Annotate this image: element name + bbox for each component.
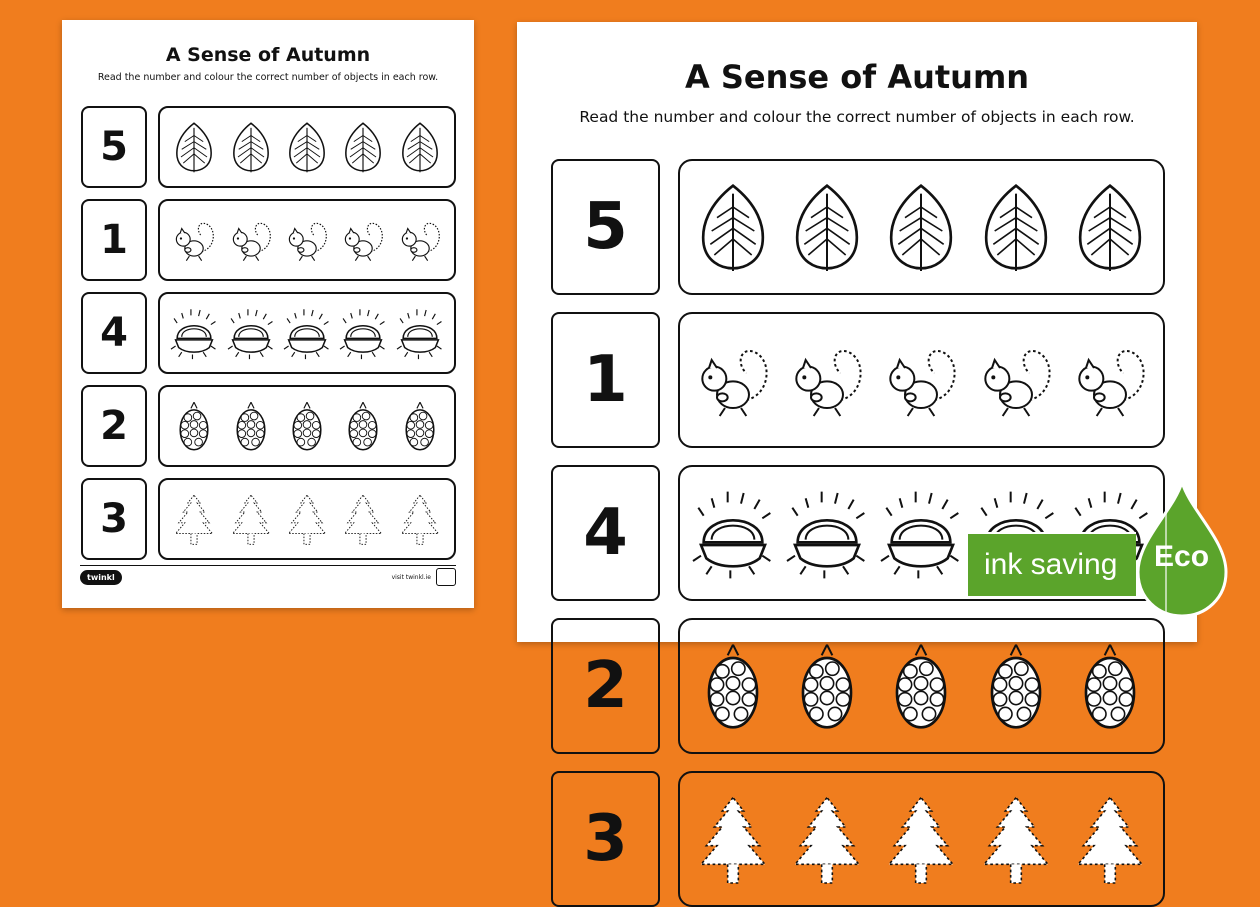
number-box: 3 bbox=[81, 478, 147, 560]
conker-icon[interactable] bbox=[340, 304, 386, 362]
squirrel-icon[interactable] bbox=[976, 328, 1056, 432]
tree-icon[interactable] bbox=[284, 490, 330, 548]
number-box: 1 bbox=[81, 199, 147, 281]
squirrel-icon[interactable] bbox=[171, 211, 217, 269]
objects-box-blackberry bbox=[158, 385, 456, 467]
footer-website: visit twinkl.ie bbox=[391, 573, 431, 581]
objects-box-squirrel bbox=[678, 312, 1165, 448]
conker-icon[interactable] bbox=[881, 481, 961, 585]
tree-icon[interactable] bbox=[340, 490, 386, 548]
conker-icon[interactable] bbox=[397, 304, 443, 362]
worksheet-instruction: Read the number and colour the correct number of objects in each row. bbox=[97, 72, 439, 83]
tree-icon[interactable] bbox=[976, 787, 1056, 891]
conker-icon[interactable] bbox=[171, 304, 217, 362]
conker-icon[interactable] bbox=[693, 481, 773, 585]
objects-box-tree bbox=[678, 771, 1165, 907]
squirrel-icon[interactable] bbox=[228, 211, 274, 269]
blackberry-icon[interactable] bbox=[397, 397, 443, 455]
blackberry-icon[interactable] bbox=[340, 397, 386, 455]
blackberry-icon[interactable] bbox=[693, 634, 773, 738]
objects-box-conker bbox=[158, 292, 456, 374]
twinkl-logo: twinkl bbox=[80, 570, 122, 585]
squirrel-icon[interactable] bbox=[881, 328, 961, 432]
conker-icon[interactable] bbox=[228, 304, 274, 362]
leaf-icon[interactable] bbox=[228, 118, 274, 176]
squirrel-icon[interactable] bbox=[693, 328, 773, 432]
worksheet-row bbox=[551, 312, 1165, 448]
worksheet-title: A Sense of Autumn bbox=[165, 44, 371, 66]
leaf-icon[interactable] bbox=[787, 175, 867, 279]
objects-box-leaf bbox=[158, 106, 456, 188]
tree-icon[interactable] bbox=[397, 490, 443, 548]
number-box: 5 bbox=[551, 159, 660, 295]
leaf-icon[interactable] bbox=[340, 118, 386, 176]
leaf-icon[interactable] bbox=[284, 118, 330, 176]
eco-label: Eco bbox=[1154, 540, 1210, 573]
squirrel-icon[interactable] bbox=[787, 328, 867, 432]
worksheet-row bbox=[81, 199, 456, 281]
tree-icon[interactable] bbox=[171, 490, 217, 548]
footer-divider bbox=[80, 565, 456, 566]
leaf-icon[interactable] bbox=[693, 175, 773, 279]
number-box: 3 bbox=[551, 771, 660, 907]
worksheet-row bbox=[81, 106, 456, 188]
blackberry-icon[interactable] bbox=[171, 397, 217, 455]
eco-ink-saving-badge bbox=[966, 480, 1260, 620]
worksheet-row bbox=[551, 618, 1165, 754]
blackberry-icon[interactable] bbox=[284, 397, 330, 455]
blackberry-icon[interactable] bbox=[787, 634, 867, 738]
ink-saving-label: ink saving bbox=[984, 548, 1118, 581]
worksheet-title-large: A Sense of Autumn bbox=[684, 58, 1030, 96]
worksheet-row bbox=[551, 771, 1165, 907]
worksheet-row bbox=[81, 478, 456, 560]
number-box: 1 bbox=[551, 312, 660, 448]
tree-icon[interactable] bbox=[228, 490, 274, 548]
tree-icon[interactable] bbox=[1070, 787, 1150, 891]
leaf-icon[interactable] bbox=[1070, 175, 1150, 279]
blackberry-icon[interactable] bbox=[881, 634, 961, 738]
blackberry-icon[interactable] bbox=[228, 397, 274, 455]
squirrel-icon[interactable] bbox=[1070, 328, 1150, 432]
ink-saving-banner bbox=[966, 532, 1136, 598]
squirrel-icon[interactable] bbox=[284, 211, 330, 269]
tree-icon[interactable] bbox=[693, 787, 773, 891]
worksheet-row bbox=[81, 385, 456, 467]
leaf-icon[interactable] bbox=[397, 118, 443, 176]
footer bbox=[80, 568, 456, 586]
leaf-icon[interactable] bbox=[881, 175, 961, 279]
number-box: 4 bbox=[81, 292, 147, 374]
squirrel-icon[interactable] bbox=[397, 211, 443, 269]
objects-box-tree bbox=[158, 478, 456, 560]
blackberry-icon[interactable] bbox=[1070, 634, 1150, 738]
tree-icon[interactable] bbox=[787, 787, 867, 891]
tree-icon[interactable] bbox=[881, 787, 961, 891]
award-badge-icon bbox=[436, 568, 456, 586]
leaf-icon[interactable] bbox=[976, 175, 1056, 279]
number-box: 2 bbox=[81, 385, 147, 467]
squirrel-icon[interactable] bbox=[340, 211, 386, 269]
number-box: 5 bbox=[81, 106, 147, 188]
blackberry-icon[interactable] bbox=[976, 634, 1056, 738]
worksheet-instruction-large: Read the number and colour the correct number of objects in each row. bbox=[579, 108, 1135, 126]
worksheet-row bbox=[81, 292, 456, 374]
objects-box-leaf bbox=[678, 159, 1165, 295]
number-box: 4 bbox=[551, 465, 660, 601]
worksheet-row bbox=[551, 159, 1165, 295]
leaf-icon[interactable] bbox=[171, 118, 217, 176]
conker-icon[interactable] bbox=[284, 304, 330, 362]
objects-box-squirrel bbox=[158, 199, 456, 281]
objects-box-blackberry bbox=[678, 618, 1165, 754]
conker-icon[interactable] bbox=[787, 481, 867, 585]
number-box: 2 bbox=[551, 618, 660, 754]
worksheet-preview-small bbox=[62, 20, 474, 608]
